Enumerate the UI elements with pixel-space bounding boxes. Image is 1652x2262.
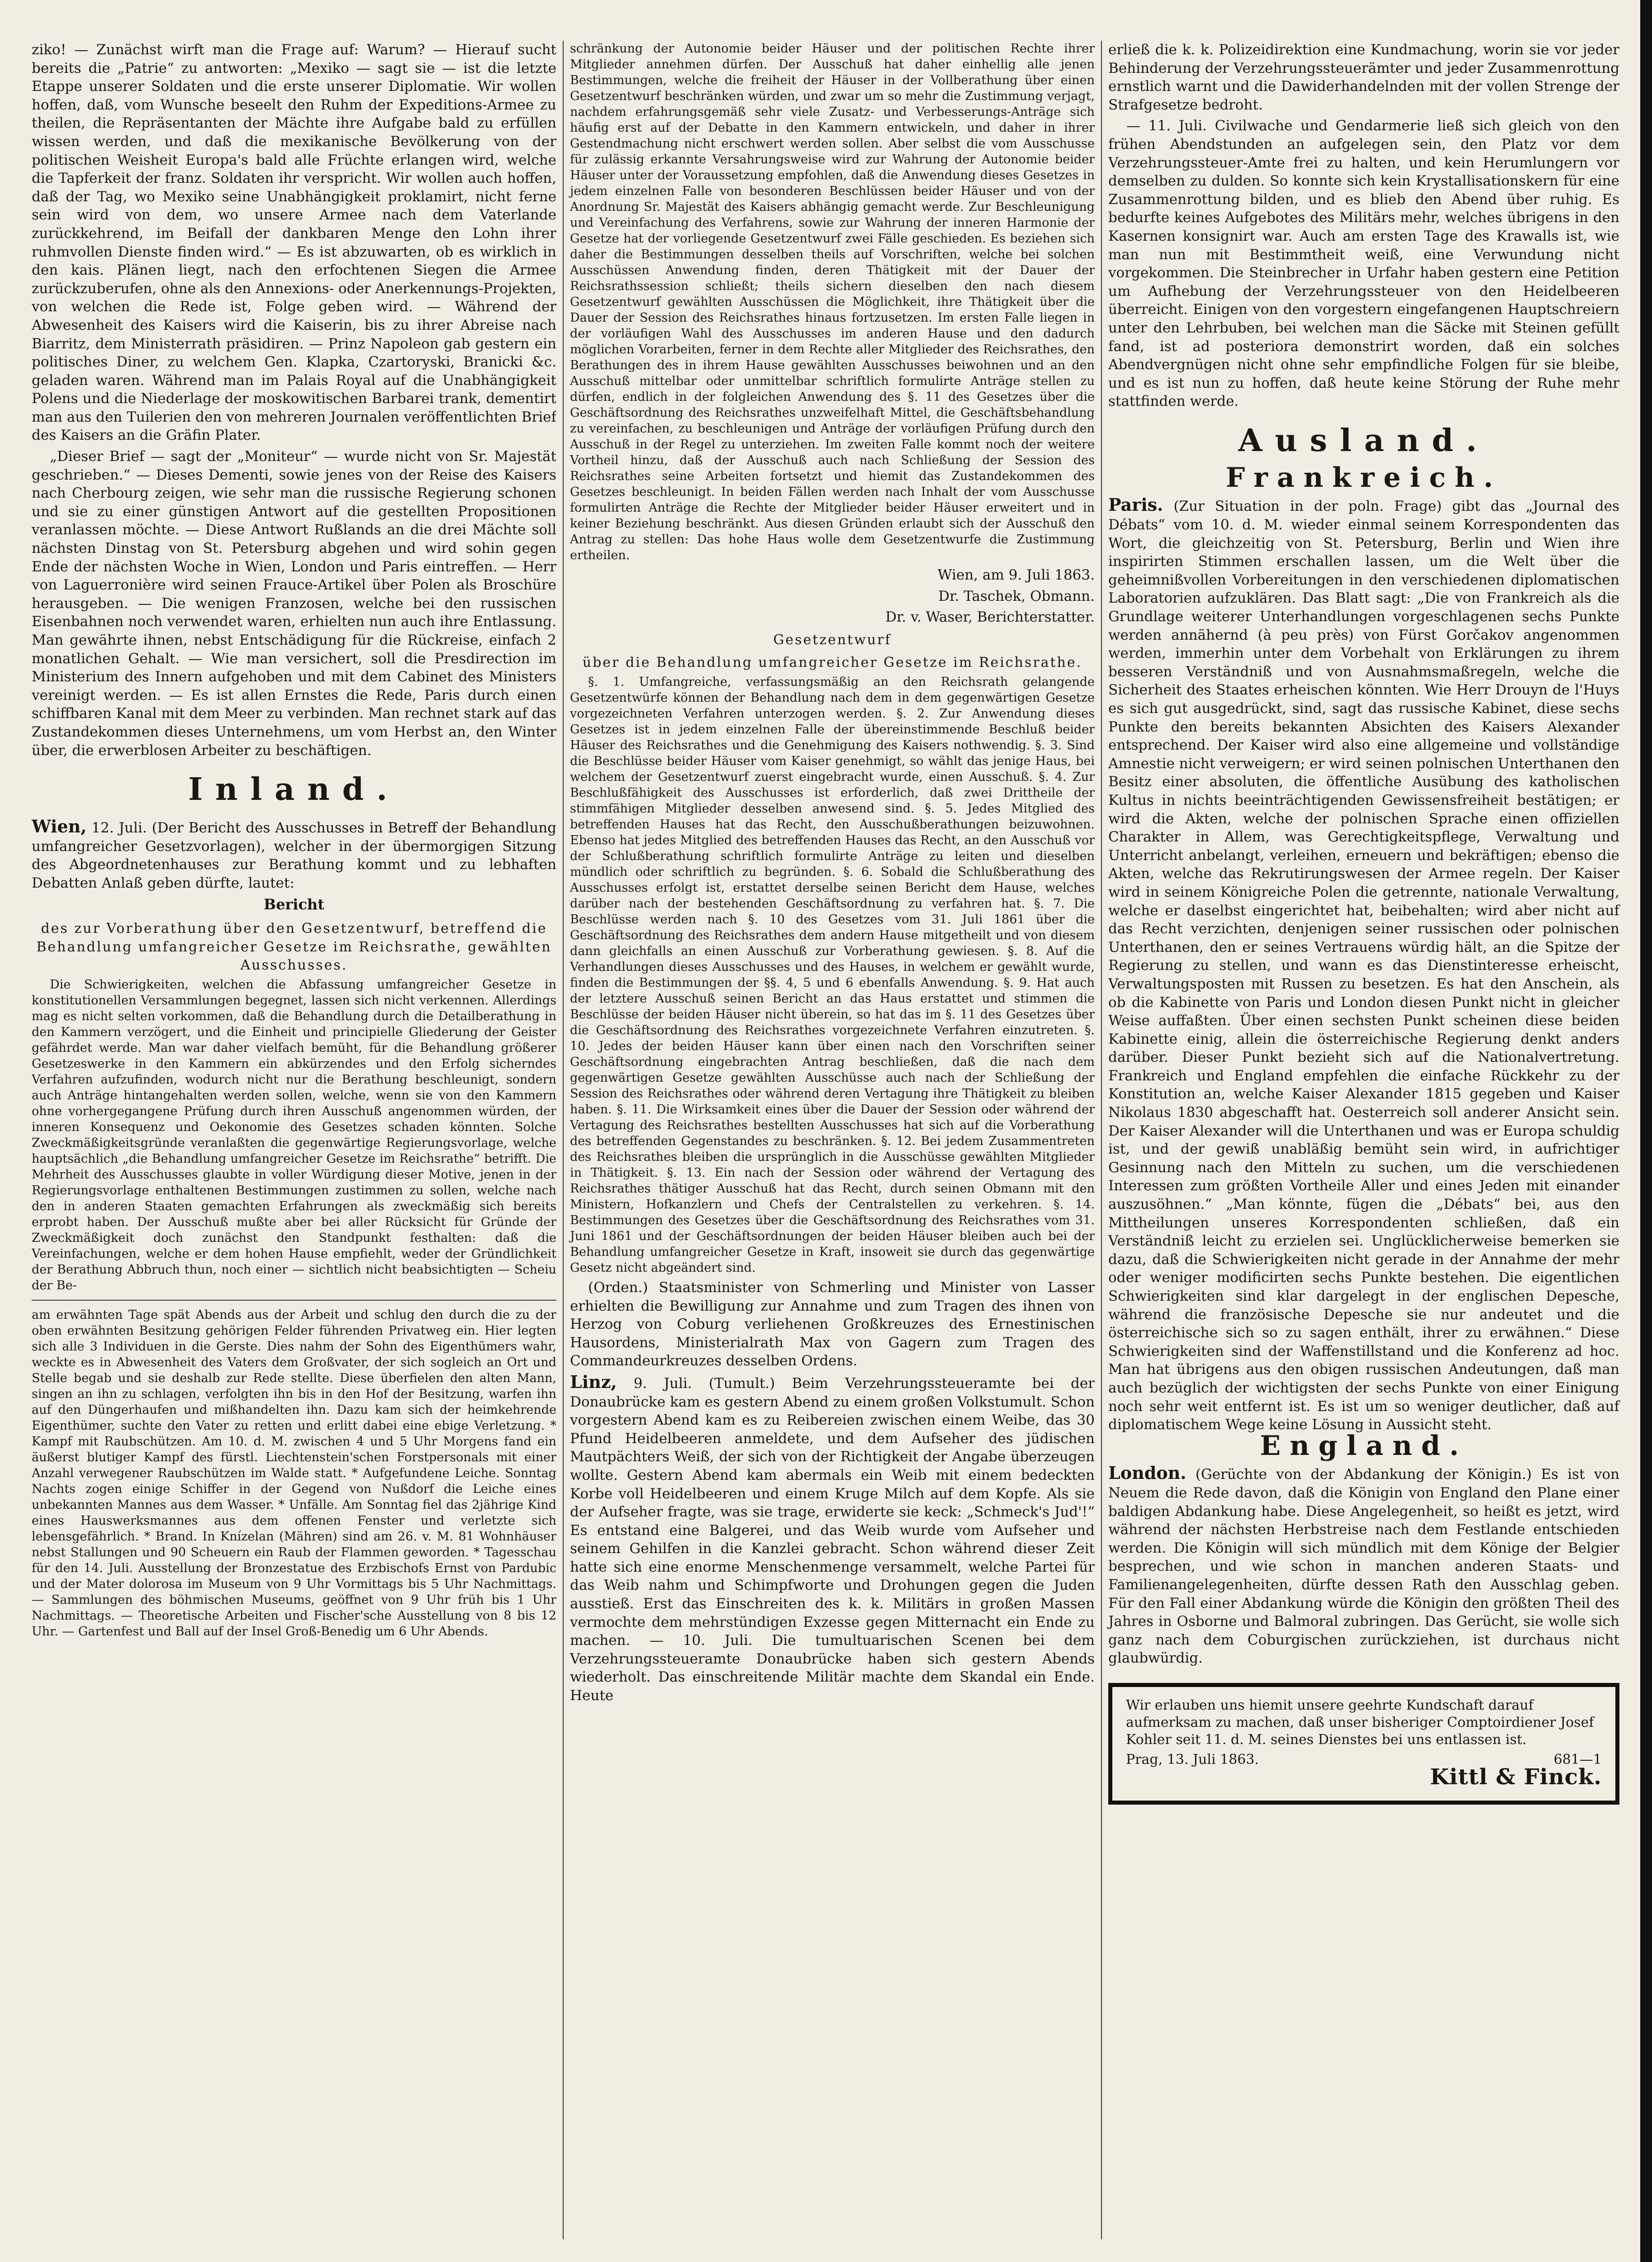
advertisement-text: Wir erlauben uns hiemit unsere geehrte Kundschaft darauf aufmerksam zu machen, daß unser bisheriger Comptoirdiener Josef Kohler seit 11. d. M. seines Dienstes bei uns entlassen ist. [1126,1697,1594,1748]
signature-place-date: Wien, am 9. Juli 1863. [937,567,1095,583]
advertisement-place-date: Prag, 13. Juli 1863. [1126,1751,1259,1768]
local-news: am erwähnten Tage spät Abends aus der Arbeit und schlug den durch die zu der oben erwähnten Besitzung gehörigen Felder führenden Privatweg ein. Hier legten sich alle 3 Individuen in die Gerste. Dies nahm der Sohn des Eigenthümers wahr, weckte es in Abwesenheit des Vaters dem Großvater, der sich sogleich an Ort und Stelle begab und sie deshalb zur Rede stellte. Diese überfielen den alten Mann, singen an ihn zu schlagen, verfolgten ihn bis in den Hof der Besitzung, warfen ihn auf den Düngerhaufen und mißhandelten ihn. Dazu kam sich der heimkehrende Eigenthümer, suchte den Vater zu retten und erlitt dabei eine ebige Verletzung. * Kampf mit Raubschützen. Am 10. d. M. zwischen 4 und 5 Uhr Morgens fand ein äußerst blutiger Kampf des fürstl. Liechtenstein'schen Forstpersonals mit einer Anzahl verwegener Raubschützen im Walde statt. * Aufgefundene Leiche. Sonntag Nachts zogen einige Schiffer in der Gegend von Nußdorf die Leiche eines unbekannten Mannes aus dem Wasser. * Unfälle. Am Sonntag fiel das 2jährige Kind eines Hauswerksmannes aus dem offenen Fenster und verletzte sich lebensgefährlich. * Brand. In Knízelan (Mähren) sind am 26. v. M. 81 Wohnhäuser nebst Stallungen und 90 Scheuern ein Raub der Flammen geworden. * Tagesschau für den 14. Juli. Ausstellung der Bronzestatue des Erzbischofs Ernst von Pardubic und der Mater dolorosa im Museum von 9 Uhr Vormittags bis 5 Uhr Nachmittags. — Sammlungen des böhmischen Museums, geöffnet von 9 Uhr früh bis 1 Uhr Nachmittags. — Theoretische Arbeiten und Fischer'sche Ausstellung von 8 bis 12 Uhr. — Gartenfest und Ball auf der Insel Groß-Benedig um 6 Uhr Abends. [32,1307,556,1639]
advertisement-firm-row [1126,1764,1602,1790]
linz-continued: erließ die k. k. Polizeidirektion eine Kundmachung, worin sie vor jeder Behinderung der Verzehrungssteuerämter und jeder Zusammenrottung ernstlich warnt und die Dawiderhandelnden mit der vollen Strenge der Strafgesetze bedroht. [1108,42,1619,113]
ausland-section-heading: Ausland. [1238,422,1490,459]
advertisement-firm: Kittl & Finck. [1430,1764,1602,1790]
advertisement-box [1108,1683,1619,1805]
wien-lead-text: 12. Juli. (Der Bericht des Ausschusses in Betreff der Behandlung umfangreicher Gesetzvorlagen), welcher in der übermorgigen Sitzung des Abgeordnetenhauses zur Berathung kommt und zu lebhaften Debatten Anlaß geben dürfte, lautet: [32,820,556,891]
london-dateline: London. [1108,1463,1187,1483]
left-column [32,41,556,2239]
linz-july-11: — 11. Juli. Civilwache und Gendarmerie ließ sich gleich von den frühen Abendstunden an aufgelegen sein, den Platz vor dem Verzehrungssteuer-Amte frei zu halten, und kein Herumlungern vor demselben zu dulden. So konnte sich kein Krystallisationskern für eine Zusammenrottung bilden, und es blieb den Abend über ruhig. Es bedurfte keines Aufgebotes des Militärs mehr, welches übrigens in den Kasernen konsignirt war. Auch am ersten Tage des Krawalls ist, wie man nun mit Bestimmtheit weiß, eine Verwundung nicht vorgekommen. Die Steinbrecher in Urfahr haben gestern eine Petition um Aufhebung der Verzehrungssteuer von den Heidelbeeren überreicht. Einigen von den vorgestern eingefangenen Hauptschreiern unter den Lehrbuben, bei welchen man die Säcke mit Steinen gefüllt fand, ist ad posteriora demonstrirt worden, daß ein solches Abendvergnügen nicht ohne sehr empfindliche Folgen für sie bleibe, und es ist nun zu hoffen, daß heute keine Störung der Ruhe mehr stattfinden werde. [1108,118,1619,410]
paris-report-text: (Zur Situation in der poln. Frage) gibt das „Journal des Débats“ vom 10. d. M. wieder einmal seinem Korrespondenten das Wort, die gleichzeitig von St. Petersburg, Berlin und Wien ihre inspirirten Stimmen erschallen lassen, um die Welt über die geheimnißvollen Vorbereitungen in den verschiedenen diplomatischen Laboratorien aufzuklären. Das Blatt sagt: „Die von Frankreich als die Grundlage weiterer Unterhandlungen vorgeschlagenen sechs Punkte werden annähernd (à peu près) von Fürst Gorčakov angenommen werden, immerhin unter dem Vorbehalt von Erklärungen zu ihrem besseren Verständniß und von Ausnahmsmaßregeln, welche die Sicherheit des Staates erheischen könnten. Wie Herr Drouyn de l'Huys es sich gut ausgedrückt, sind, sagt das russische Kabinet, diese sechs Punkte den bereits bekannten Absichten des Kaisers Alexander entsprechend. Der Kaiser wird also eine allgemeine und vollständige Amnestie nicht verweigern; er wird seinen polnischen Unterthanen den Besitz einer absoluten, die öffentliche Ausübung des katholischen Kultus in nichts beeinträchtigenden Gewissensfreiheit bestätigen; er wird die Akten, welche der polnischen Sprache einen offiziellen Charakter in Allem, was Gerechtigkeitspflege, Verwaltung und Unterricht anbelangt, verleihen, erneuern und bekräftigen; ebenso die Akten, welche das Rekrutirungswesen der Armee regeln. Der Kaiser wird in seinem Königreiche Polen die getrennte, nationale Verwaltung, welche er daselbst eingerichtet hat, beibehalten; wird aber nicht auf das Recht verzichten, denjenigen seiner russischen oder polnischen Unterthanen, den er seines Vertrauens würdig hält, an die Spitze der Regierung zu stellen, und wann es das Dienstinteresse erheischt, Verwaltungsposten mit Russen zu besetzen. Es hat den Anschein, als ob die Kabinette von Paris und London diesen Punkt nicht in gleicher Weise auffaßten. Über einen sechsten Punkt scheinen diese beiden Kabinette einig, allein die österreichische Regierung denkt anders darüber. Dieser Punkt bezieht sich auf die Nationalvertretung. Frankreich und England empfehlen die einfache Rückkehr zu der Konstitution an, welche Kaiser Alexander 1815 gegeben und Kaiser Nikolaus 1830 abgeschafft hat. Oesterreich soll anderer Ansicht sein. Der Kaiser Alexander will die Unterthanen und was er Europa schuldig ist, und der gewiß unabläßig bemüht sein wird, in aufrichtiger Gesinnung nach den Mitteln zu suchen, um die verschiedenen Interessen zum größten Vortheile Aller und eines Jeden mit einander auszusöhnen.“ „Man könnte, fügen die „Débats“ bei, aus den Mittheilungen unseres Korrespondenten schließen, daß ein Verständniß leicht zu erzielen sei. Unglücklicherweise bemerken sie dazu, daß die Schwierigkeiten nicht gerade in der Annahme der mehr oder weniger modificirten sechs Punkte bestehen. Die eigentlichen Schwierigkeiten sind klar dargelegt in der englischen Depesche, während die französische Depesche sie nur andeutet und die österreichische sich so zu sagen enthält, ihrer zu erwähnen.“ Diese Schwierigkeiten sind der Waffenstillstand und die Konferenz ad hoc. Man hat übrigens aus den obigen russischen Andeutungen, daß man auch bezüglich der wichtigsten der sechs Punkte von einer Einigung noch sehr weit entfernt ist. Es ist um so weniger deutlicher, daß auf diplomatischem Wege keine Lösung in Aussicht steht. [1108,498,1620,1433]
orden-news: (Orden.) Staatsminister von Schmerling und Minister von Lasser erhielten die Bewilligung zur Annahme und zum Tragen des ihnen von Herzog von Coburg verliehenen Großkreuzes des Ernestinischen Hausordens, Ministerialrath Max von Gagern zum Tragen des Commandeurkreuzes desselben Ordens. [570,1279,1095,1369]
paris-news-continued: ziko! — Zunächst wirft man die Frage auf: Warum? — Hierauf sucht bereits die „Patrie“ zu antworten: „Mexiko — sagt sie — ist die letzte Etappe unserer Soldaten und die erste unserer Diplomatie. Wir wollen hoffen, daß, vom Wunsche beseelt den Ruhm der Expeditions-Armee zu theilen, die Repräsentanten der Mächte ihre Aufgabe bald zu erfüllen wissen werden, und daß die mexikanische Bevölkerung von der politischen Weisheit Europa's bald alle Früchte erlangen wird, welche die Tapferkeit der franz. Soldaten ihr verspricht. Wir wollen auch hoffen, daß der Tag, wo Mexiko seine Unabhängigkeit proklamirt, nicht ferne sein wird von dem, wo unsere Armee nach dem Vaterlande zurückkehrend, im Beifall der dankbaren Menge den Lohn ihrer ruhmvollen Dienste finden wird.“ — Es ist abzuwarten, ob es wirklich in den kais. Plänen liegt, nach den erfochtenen Siegen die Armee zurückzuberufen, ohne als den Annexions- oder Anerkennungs-Projekten, von welchen die Rede ist, Folge geben wird. — Während der Abwesenheit des Kaisers wird die Kaiserin, bis zu ihrer Abreise nach Biarritz, dem Ministerrath präsidiren. — Prinz Napoleon gab gestern ein politisches Diner, zu welchem Gen. Klapka, Czartoryski, Branicki &c. geladen waren. Während man im Palais Royal auf die Unabhängigkeit Polens und die Niederlage der moskowitischen Barbarei trank, dementirt man aus den Tuilerien den von mehreren Journalen veröffentlichten Brief des Kaisers an die Gräfin Plater. [32,42,556,444]
column-grid [32,41,1620,2239]
gesetzentwurf-title: Gesetzentwurf [773,632,892,648]
bericht-subtitle: des zur Vorberathung über den Gesetzentwurf, betreffend die Behandlung umfangreicher Gesetze im Reichsrathe, gewählten Ausschusses. [36,921,552,974]
paris-dateline: Paris. [1108,494,1163,515]
signature-chairman: Dr. Taschek, Obmann. [938,588,1095,604]
gesetzentwurf-paragraphs: §. 1. Umfangreiche, verfassungsmäßig an den Reichsrath gelangende Gesetzentwürfe können der Behandlung nach dem in dem gegenwärtigen Gesetze vorgezeichneten Verfahren unterzogen werden. §. 2. Zur Anwendung dieses Gesetzes ist in jedem einzelnen Falle der übereinstimmende Beschluß beider Häuser des Reichsrathes und die Genehmigung des Kaisers nothwendig. §. 3. Sind die Beschlüsse beider Häuser vom Kaiser genehmigt, so wählt das jenige Haus, bei welchem der Gesetzentwurf zuerst eingebracht wurde, einen Ausschuß. §. 4. Zur Beschlußfähigkeit des Ausschusses ist erforderlich, daß zwei Drittheile der stimmfähigen Mitglieder desselben anwesend sind. §. 5. Jedes Mitglied des betreffenden Hauses hat das Recht, den Ausschußberathungen beizuwohnen. Ebenso hat jedes Mitglied des betreffenden Hauses das Recht, an den Ausschuß vor der Schlußberathung schriftlich formulirte Anträge zu leiten und dieselben mündlich oder schriftlich zu begründen. §. 6. Sobald die Schlußberathung des Ausschusses erfolgt ist, erstattet derselbe seinen Bericht dem Hause, welches darüber nach der bestehenden Geschäftsordnung zu verfahren hat. §. 7. Die Beschlüsse werden nach §. 10 des Gesetzes vom 31. Juli 1861 über die Geschäftsordnung des Reichsrathes dem andern Hause mitgetheilt und von diesem dann gleichfalls an einen Ausschuß zur Vorberathung gewiesen. §. 8. Auf die Verhandlungen dieses Ausschusses und des Hauses, in welchem er gewählt wurde, finden die Bestimmungen der §§. 4, 5 und 6 ebenfalls Anwendung. §. 9. Hat auch der letztere Ausschuß seinen Bericht an das Haus erstattet und stimmen die Beschlüsse der beiden Häuser nicht überein, so hat das im §. 11 des Gesetzes über die Geschäftsordnung des Reichsrathes vorgezeichnete Verfahren einzutreten. §. 10. Jedes der beiden Häuser kann über einen nach den Vorschriften seiner Geschäftsordnung eingebrachten Antrag beschließen, daß die nach dem gegenwärtigen Gesetze gewählten Ausschüsse auch nach der Schließung der Session des Reichsrathes oder während deren Vertagung ihre Thätigkeit zu bleiben haben. §. 11. Die Wirksamkeit eines über die Dauer der Session oder während der Vertagung des Reichsrathes bestellten Ausschusses hat sich auf die Vorberathung des betreffenden Gegenstandes zu beschränken. §. 12. Bei jedem Zusammentreten des Reichsrathes bleiben die ursprünglich in die Ausschüsse gewählten Mitglieder in Thätigkeit. §. 13. Ein nach der Session oder während der Vertagung des Reichsrathes thätiger Ausschuß hat das Recht, durch seinen Obmann mit den Ministern, Hofkanzlern und Chefs der Centralstellen zu verkehren. §. 14. Bestimmungen des Gesetzes über die Geschäftsordnung des Reichsrathes vom 31. Juni 1861 und der Geschäftsordnungen der beiden Häuser bleiben auch bei der Behandlung umfangreicher Gesetze in Kraft, insoweit sie durch das gegenwärtige Gesetz nicht abgeändert sind. [570,675,1095,1275]
signature-reporter: Dr. v. Waser, Berichterstatter. [885,609,1095,626]
linz-dateline: Linz, [570,1371,617,1392]
paris-report [1108,496,1619,1434]
london-report-text: (Gerüchte von der Abdankung der Königin.) Es ist von Neuem die Rede davon, daß die Königin von England den Plane einer baldigen Abdankung habe. Diese Angelegenheit, so heißt es jetzt, wird während der nächsten Herbstreise nach dem Festlande entschieden werden. Die Königin will sich mündlich mit dem Könige der Belgier besprechen, und wie schon in manchen anderen Staats- und Familienangelegenheiten, dürfte dessen Rath den Ausschlag geben. Für den Fall einer Abdankung würde die Königin den größten Theil des Jahres in Osborne und Balmoral zubringen. Das Gerücht, sie wolle sich ganz nach dem Coburgischen zurückziehen, ist durchaus nicht glaubwürdig. [1108,1466,1619,1667]
bericht-title: Bericht [264,895,324,913]
wien-dateline: Wien, [32,816,87,837]
wien-report-lead [32,817,556,892]
bericht-continued: schränkung der Autonomie beider Häuser und der politischen Rechte ihrer Mitglieder annehmen dürfen. Der Ausschuß hat daher einhellig alle jenen Bestimmungen, welche die freiheit der Häuser in der Vollberathung über einen Gesetzentwurf beschränken würden, und zwar um so mehr die Zustimmung verjagt, nachdem erfahrungsgemäß sehr viele Zusatz- und Verbesserungs-Anträge sich häufig erst auf der Debatte in den Kammern entwickeln, und daher in ihrer Gestendmachung nicht erschwert werden sollen. Aber selbst die vom Ausschusse für zulässig erkannte Versahrungsweise wird zur Wahrung der Autonomie beider Häuser unter der Voraussetzung empfohlen, daß die Anwendung dieses Gesetzes in jedem einzelnen Falle von besonderen Beschlüssen beider Häuser und von der Anordnung Sr. Majestät des Kaisers abhängig gemacht werde. Zur Beschleunigung und Vereinfachung des Verfahrens, sowie zur Wahrung der inneren Harmonie der Gesetze hat der vorliegende Gesetzentwurf zwei Fälle geschieden. Es beziehen sich daher die Bestimmungen desselben theils auf Vorschriften, welche bei solchen Ausschüssen Anwendung finden, deren Thätigkeit mit der Dauer der Reichsrathssession schließt; theils sichern dieselben den nach diesem Gesetzentwurf gewählten Ausschüssen die Möglichkeit, ihre Thätigkeit über die Dauer der Session des Reichsrathes hinaus fortzusetzen. Im ersten Falle liegen in der vorläufigen Wahl des Ausschusses im anderen Hause und den dadurch möglichen Vorarbeiten, ferner in dem Rechte aller Mitglieder des Reichsrathes, den Berathungen des in ihrem Hause gewählten Ausschusses beiwohnen und an den Ausschuß mittelbar oder unmittelbar schriftlich formulirte Anträge stellen zu dürfen, endlich in der folgleichen Anwendung des §. 11 des Gesetzes über die Geschäftsordnung des Reichsrathes unzweifelhaft Mittel, die Geschäftsbehandlung zu vereinfachen, zu beschleunigen und Anträge der vorläufigen Prüfung durch den Ausschuß in der Regel zu unterziehen. Im zweiten Falle kommt noch der weitere Vortheil hinzu, daß der Ausschuß auch nach Schließung der Session des Reichsrathes seine Arbeiten fortsetzt und hiemit das Zustandekommen des Gesetzes beschleunigt. In beiden Fällen werden nach Inhalt der vom Ausschusse formulirten Anträge die Rechte der Mitglieder beider Häuser erweitert und in keiner Beziehung beschränkt. Aus diesen Gründen erlaubt sich der Ausschuß den Antrag zu stellen: Das hohe Haus wolle dem Gesetzentwurfe die Zustimmung ertheilen. [570,42,1095,562]
inland-section-heading: Inland. [188,771,400,808]
middle-column [570,41,1095,2239]
london-report [1108,1464,1619,1668]
advertisement-reference: 681—1 [1553,1751,1602,1768]
moniteur-paragraph: „Dieser Brief — sagt der „Moniteur“ — wurde nicht von Sr. Majestät geschrieben.“ — Dieses Dementi, sowie jenes von der Reise des Kaisers nach Cherbourg zeigen, wie sehr man die russische Regierung schonen und sie zu einer günstigen Antwort auf die gestellten Propositionen veranlassen möchte. — Diese Antwort Rußlands an die drei Mächte soll nächsten Dinstag von St. Petersburg abgehen und wird sohin gegen Ende der nächsten Woche in Wien, London und Paris eintreffen. — Herr von Laguerronière wird seinen Frauce-Artikel über Polen als Broschüre herausgeben. — Die wenigen Franzosen, welche bei den russischen Eisenbahnen noch verwendet waren, erhielten nun auch ihre Entlassung. Man gewährte ihnen, nebst Entschädigung für die Rückreise, einfach 2 monatlichen Gehalt. — Wie man versichert, soll die Presdirection im Ministerium des Innern aufgehoben und mit dem Cabinet des Ministers vereinigt werden. — Es ist allen Ernstes die Rede, Paris durch einen schiffbaren Kanal mit dem Meer zu verbinden. Man rechnet stark auf das Zustandekommen dieses Unternehmens, um vom Herbst an, den Winter über, die erwerblosen Arbeiter zu beschäftigen. [32,448,556,759]
column-divider [32,1300,556,1301]
right-column [1108,41,1619,2239]
linz-report-text: 9. Juli. (Tumult.) Beim Verzehrungssteueramte bei der Donaubrücke kam es gestern Abend zu einem großen Volkstumult. Schon vorgestern Abend kam es zu Reibereien zwischen einem Weibe, das 30 Pfund Heidelbeeren anmeldete, und dem Aufseher des jüdischen Mautpächters Weiß, der sich von der Richtigkeit der Angabe überzeugen wollte. Gestern Abend kam abermals ein Weib mit einem bedeckten Korbe voll Heidelbeeren und einem Kruge Milch auf dem Kopfe. Als sie der Aufseher fragte, was sie trage, erwiderte sie keck: „Schmeck's Jud'!“ Es entstand eine Balgerei, und das Weib wurde vom Aufseher und seinem Gehilfen in die Kanzlei gebracht. Schon während dieser Zeit hatte sich eine enorme Menschenmenge versammelt, welche Partei für das Weib nahm und Schimpfworte und Drohungen gegen die Juden ausstieß. Erst das Einschreiten des k. k. Militärs in großen Massen vermochte dem mehrstündigen Exzesse gegen Mitternacht ein Ende zu machen. — 10. Juli. Die tumultuarischen Scenen bei dem Verzehrungssteueramte Donaubrücke haben sich gestern Abends wiederholt. Das einschreitende Militär machte dem Skandal ein Ende. Heute [570,1375,1095,1704]
linz-report [570,1373,1095,1705]
bericht-body: Die Schwierigkeiten, welchen die Abfassung umfangreicher Gesetze in konstitutionellen Versammlungen begegnet, lassen sich nicht verkennen. Allerdings mag es nicht selten vorkommen, daß die Behandlung durch die Detailberathung in den Kammern verzögert, und die Einheit und principielle Gliederung der Geister gefährdet werde. Man war daher vielfach bemüht, für die Behandlung größerer Gesetzeswerke in den Kammern ein abkürzendes und den Erfolg sicherndes Verfahren aufzufinden, wodurch nicht nur die Berathung beschleunigt, sondern auch Anträge hintangehalten werden sollen, welche, wenn sie von den Kammern ohne vorhergegangene Prüfung durch ihren Ausschuß angenommen würden, der inneren Konsequenz und Oekonomie des Gesetzes schaden könnten. Solche Zweckmäßigkeitsgründe veranlaßten die gegenwärtige Regierungsvorlage, welche hauptsächlich „die Behandlung umfangreicher Gesetze im Reichsrathe“ betrifft. Die Mehrheit des Ausschusses glaubte in voller Würdigung dieser Motive, jenen in der Regierungsvorlage enthaltenen Bestimmungen zustimmen zu sollen, welche nach den in anderen Staaten gemachten Erfahrungen als zweckmäßig sich bereits erprobt haben. Der Ausschuß mußte aber bei aller Rücksicht für Gründe der Zweckmäßigkeit doch zunächst den Standpunkt festhalten: daß die Vereinfachungen, welche er dem hohen Hause empfiehlt, weder der Gründlichkeit der Berathung Abbruch thun, noch einer — sichtlich nicht beabsichtigten — Scheiu der Be- [32,977,556,1293]
gesetzentwurf-subtitle: über die Behandlung umfangreicher Gesetze im Reichsrathe. [582,655,1082,671]
england-heading: England. [1260,1430,1468,1462]
frankreich-heading: Frankreich. [1225,461,1502,494]
